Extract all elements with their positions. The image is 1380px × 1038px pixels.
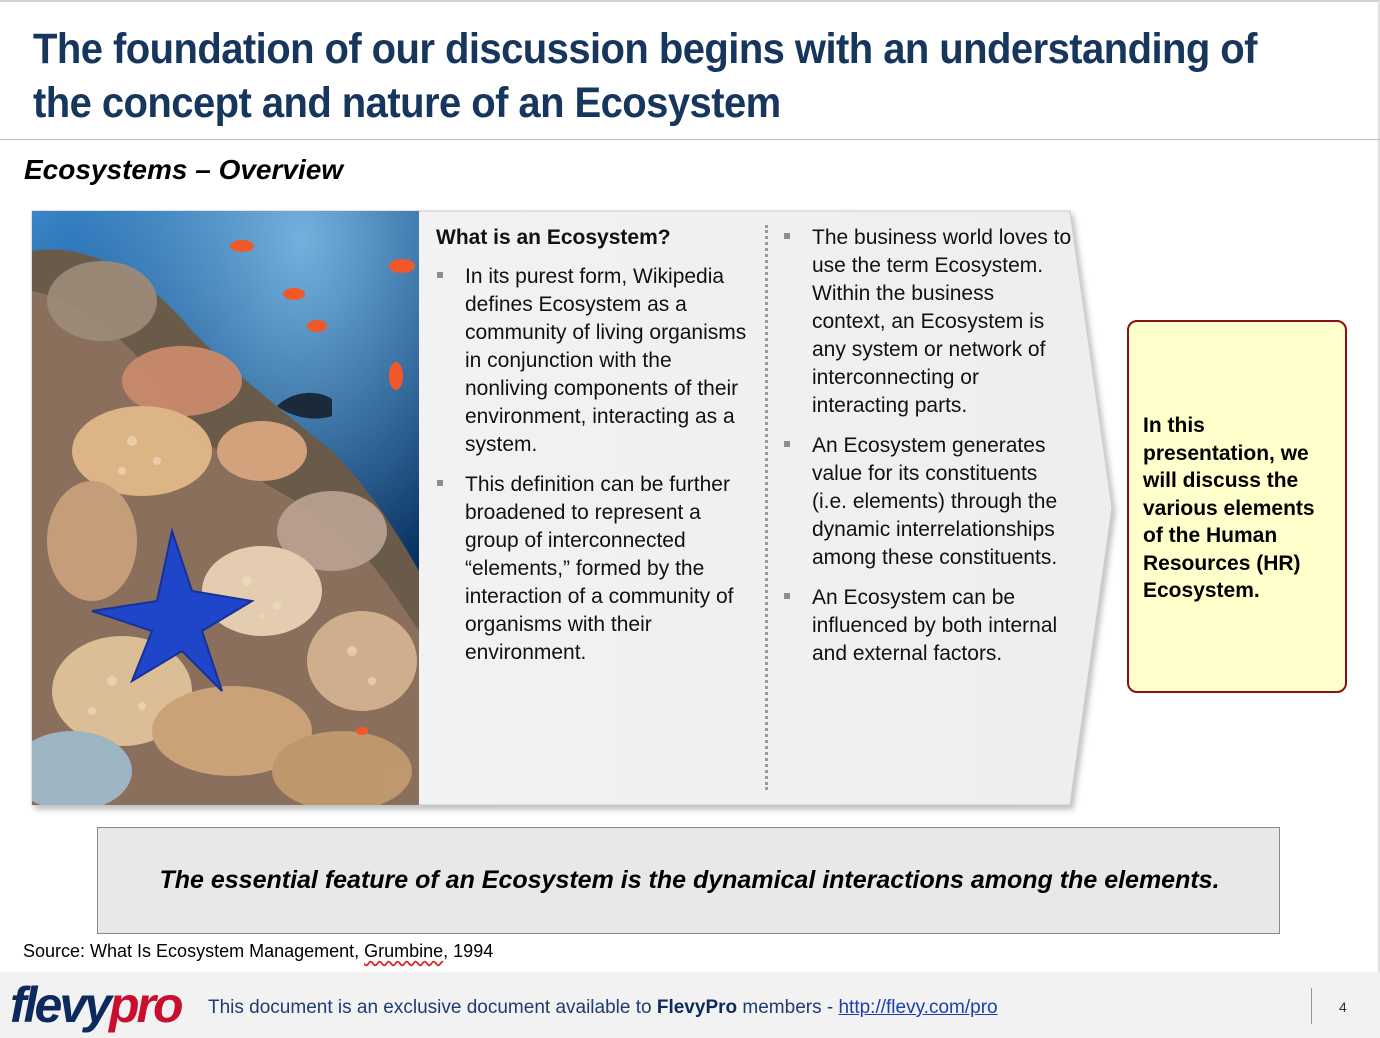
bullet-text: In its purest form, Wikipedia defines Ecosystem as a community of living organisms in conjunction with the nonliving components of their environment, interacting as a system. (465, 265, 747, 456)
key-message-text: The essential feature of an Ecosystem is the dynamical interactions among the elements. (159, 866, 1220, 894)
flevypro-logo (10, 976, 200, 1034)
bullet-square-icon (784, 593, 790, 599)
bullet-square-icon (784, 233, 790, 239)
footer-text-middle: members - (737, 997, 839, 1018)
coral-reef-image (32, 211, 419, 805)
list-item (783, 224, 1073, 420)
bullet-square-icon (437, 272, 443, 278)
source-prefix: Source: What Is Ecosystem Management, (23, 941, 365, 961)
flevypro-link[interactable]: http://flevy.com/pro (838, 997, 998, 1018)
source-note (23, 941, 493, 962)
callout-box (1127, 320, 1347, 693)
callout-text: In this presentation, we will discuss the various elements of the Human Resources (HR) Ecosystem. (1143, 414, 1315, 602)
definition-heading: What is an Ecosystem? (436, 226, 671, 249)
bullet-text: An Ecosystem generates value for its constituents (i.e. elements) through the dynamic interrelationships among these constituents. (812, 434, 1058, 569)
footer-notice (208, 997, 998, 1019)
footer-text-before: This document is an exclusive document available to (208, 997, 657, 1018)
bullet-text: An Ecosystem can be influenced by both internal and external factors. (812, 586, 1058, 665)
business-column (783, 224, 1073, 680)
source-author: Grumbine (364, 941, 444, 961)
footer-divider (1311, 988, 1312, 1024)
list-item (783, 584, 1073, 668)
slide-title: The foundation of our discussion begins with an understanding of the concept and nature of an Ecosystem (33, 25, 1257, 127)
column-divider (765, 225, 768, 790)
page-number: 4 (1339, 999, 1347, 1015)
svg-text:flevypro: flevypro (10, 977, 181, 1033)
list-item (783, 432, 1073, 572)
bullet-square-icon (784, 441, 790, 447)
list-item (436, 263, 751, 459)
footer-brand: FlevyPro (656, 997, 738, 1018)
bullet-text: The business world loves to use the term Ecosystem. Within the business context, an Ecosystem is any system or network of interconnecting or interacting parts. (812, 226, 1072, 417)
source-suffix: , 1994 (443, 941, 494, 961)
bullet-text: This definition can be further broadened to represent a group of interconnected “elements,” formed by the interaction of a community of organisms with their environment. (465, 473, 734, 664)
list-item (436, 471, 751, 667)
bullet-square-icon (437, 480, 443, 486)
key-message-box (97, 827, 1280, 934)
slide-subtitle: Ecosystems – Overview (24, 154, 344, 185)
definition-column (436, 224, 751, 679)
